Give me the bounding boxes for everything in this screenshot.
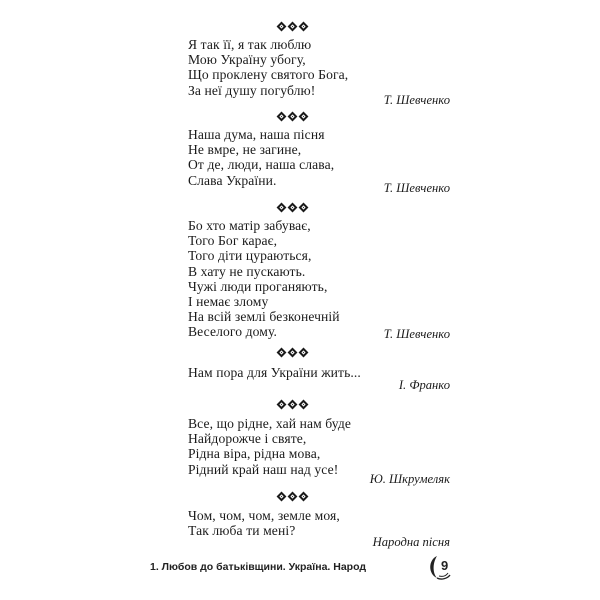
- poem-6-verse: [188, 508, 448, 538]
- diamond-icon: [288, 21, 298, 31]
- ornament-divider-6: [278, 490, 326, 502]
- verse-line: Все, що рідне, хай нам буде: [188, 416, 351, 431]
- verse-line: На всій землі безконечній: [188, 309, 340, 325]
- diamond-icon: [299, 491, 309, 501]
- poem-6-author: Народна пісня: [372, 535, 450, 549]
- verse-line: Веселого дому.: [188, 324, 277, 340]
- diamond-icon: [299, 399, 309, 409]
- poem-5-author: Ю. Шкрумеляк: [369, 472, 450, 486]
- poem-1-verse: [188, 37, 448, 98]
- verse-line: Того Бог карає,: [188, 233, 278, 249]
- verse-line: В хату не пускають.: [188, 263, 306, 279]
- chapter-footer-title: 1. Любов до батьківщини. Україна. Народ: [150, 561, 367, 573]
- verse-line: Я так її, я так люблю: [188, 37, 312, 52]
- crescent-swirl-icon: [425, 552, 455, 582]
- verse-line: Так люба ти мені?: [188, 523, 296, 539]
- verse-line: Мою Україну убогу,: [188, 52, 306, 68]
- diamond-icon: [277, 202, 287, 212]
- poem-5-verse: [188, 416, 448, 477]
- diamond-icon: [288, 111, 298, 121]
- poem-4-author: І. Франко: [398, 378, 450, 392]
- diamond-icon: [299, 111, 309, 121]
- verse-line: Не вмре, не загине,: [188, 142, 302, 158]
- verse-line: Рідна віра, рідна мова,: [188, 446, 321, 462]
- ornament-divider-2: [278, 110, 326, 122]
- diamond-icon: [288, 347, 298, 357]
- poem-2-verse: [188, 127, 448, 188]
- poem-3-author: Т. Шевченко: [383, 327, 450, 341]
- diamond-icon: [277, 399, 287, 409]
- poem-3-verse: [188, 218, 448, 340]
- diamond-icon: [277, 347, 287, 357]
- poem-2-author: Т. Шевченко: [383, 181, 450, 195]
- verse-line: Того діти цураються,: [188, 248, 312, 264]
- verse-line: Наша дума, наша пісня: [188, 127, 325, 142]
- verse-line: От де, люди, наша слава,: [188, 157, 335, 173]
- ornament-divider-1: [278, 20, 326, 32]
- verse-line: Слава України.: [188, 172, 277, 188]
- diamond-icon: [299, 202, 309, 212]
- verse-line: Чом, чом, чом, земле моя,: [188, 508, 340, 523]
- diamond-icon: [288, 399, 298, 409]
- verse-line: Найдорожче і святе,: [188, 431, 307, 447]
- diamond-icon: [277, 491, 287, 501]
- diamond-icon: [299, 21, 309, 31]
- verse-line: І немає злому: [188, 294, 269, 310]
- verse-line: Бо хто матір забуває,: [188, 218, 311, 233]
- poem-1-author: Т. Шевченко: [383, 93, 450, 107]
- verse-line: За неї душу погублю!: [188, 82, 316, 98]
- verse-line: Чужі люди проганяють,: [188, 278, 328, 294]
- diamond-icon: [288, 491, 298, 501]
- diamond-icon: [277, 21, 287, 31]
- verse-line: Рідний край наш над усе!: [188, 461, 339, 477]
- diamond-icon: [299, 347, 309, 357]
- page-number: 9: [441, 558, 449, 573]
- verse-line: Нам пора для України жить...: [188, 365, 361, 380]
- ornament-divider-5: [278, 398, 326, 410]
- verse-line: Що проклену святого Бога,: [188, 67, 349, 83]
- ornament-divider-3: [278, 201, 326, 213]
- diamond-icon: [277, 111, 287, 121]
- ornament-divider-4: [278, 346, 326, 358]
- diamond-icon: [288, 202, 298, 212]
